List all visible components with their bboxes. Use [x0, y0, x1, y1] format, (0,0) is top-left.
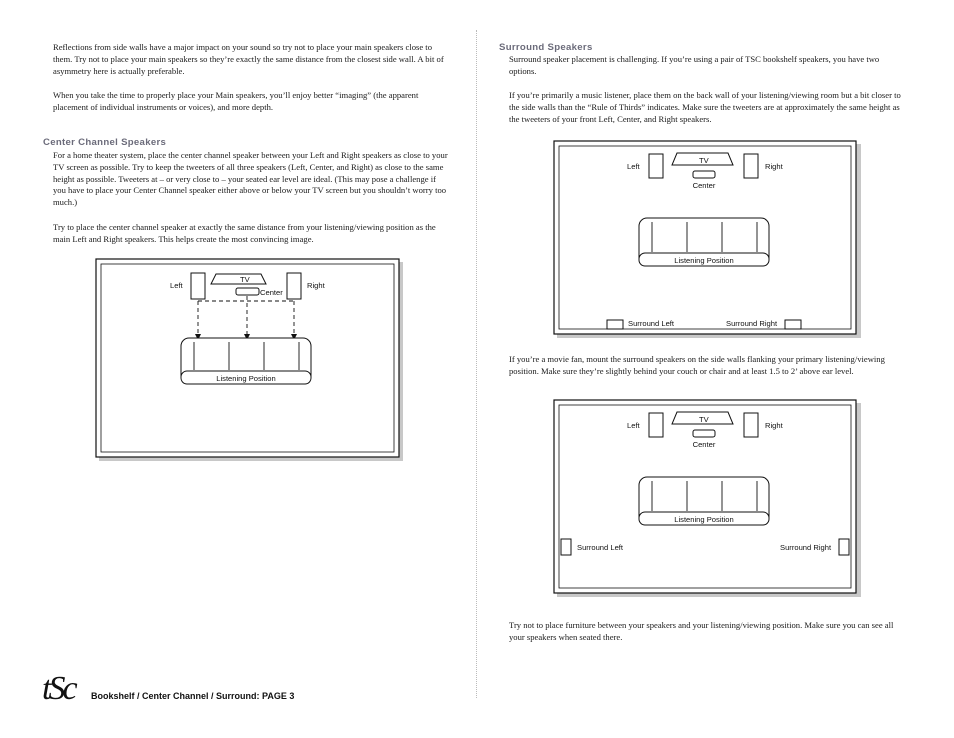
- left-paragraph-center-placement: For a home theater system, place the center channel speaker between your Left and Right speakers as close to your TV screen as possible. Try to keep the tweeters of all three speakers (Left, Center, and Right) as close to the same height as possible. Tweeters at – or very close to – your seated ear level are ideal. (This may pose a challenge if you have to place your Center Channel speaker either above or below your TV screen but you shouldn’t worry too much.): [53, 150, 448, 208]
- right-speaker: [287, 273, 301, 299]
- right-speaker-label: Right: [307, 281, 325, 290]
- center-speaker: [693, 430, 715, 437]
- right-paragraph-movie-fan: If you’re a movie fan, mount the surround speakers on the side walls flanking your primary listening/viewing position. Make sure they’re slightly behind your couch or chair and at least 1.5 to 2’ above ear level.: [509, 354, 885, 376]
- tv-label: TV: [699, 156, 709, 165]
- left-speaker-label: Left: [627, 421, 640, 430]
- left-speaker-label: Left: [170, 281, 183, 290]
- left-speaker: [649, 154, 663, 178]
- center-speaker: [236, 288, 259, 295]
- center-speaker-label: Center: [692, 440, 716, 449]
- center-speaker-label: Center: [692, 181, 716, 190]
- left-paragraph-center-distance: Try to place the center channel speaker at exactly the same distance from your listening/viewing position as the main Left and Right speakers. This helps create the most convincing image.: [53, 222, 436, 244]
- center-speaker: [693, 171, 715, 178]
- surround-back-wall-diagram: [553, 140, 861, 338]
- surround-right-label: Surround Right: [726, 319, 778, 328]
- surround-right-speaker: [839, 539, 849, 555]
- surround-heading: Surround Speakers: [499, 42, 593, 53]
- surround-left-speaker: [607, 320, 623, 329]
- right-paragraph-furniture: Try not to place furniture between your speakers and your listening/viewing position. Make sure you can see all your speakers when seated there.: [509, 620, 894, 642]
- left-paragraph-imaging: When you take the time to properly place your Main speakers, you’ll enjoy better “imaging” (the apparent placement of individual instruments or voices), and more depth.: [53, 90, 419, 112]
- listening-position-label: Listening Position: [674, 256, 734, 265]
- left-speaker: [191, 273, 205, 299]
- center-channel-diagram: [95, 258, 405, 463]
- left-paragraph-side-walls: Reflections from side walls have a major impact on your sound so try not to place your main speakers close to them. Try not to place your main speakers so they’re exactly the same distance from the closest side wall. A bit of asymmetry here is actually preferable.: [53, 42, 444, 76]
- surround-left-label: Surround Left: [628, 319, 675, 328]
- surround-right-label: Surround Right: [780, 543, 832, 552]
- right-paragraph-surround-intro: Surround speaker placement is challenging. If you’re using a pair of TSC bookshelf speakers, you have two options.: [509, 54, 880, 76]
- surround-right-speaker: [785, 320, 801, 329]
- right-paragraph-music-listener: If you’re primarily a music listener, place them on the back wall of your listening/viewing room but a bit closer to the side walls than the “Rule of Thirds” indicates. Make sure the tweeters are at approximately the same height as the tweeters of your front Left, Center, and Right speakers.: [509, 90, 901, 124]
- page-footer: Bookshelf / Center Channel / Surround: PAGE 3: [91, 691, 295, 701]
- tv: [211, 274, 266, 284]
- left-speaker-label: Left: [627, 162, 640, 171]
- surround-left-label: Surround Left: [577, 543, 624, 552]
- right-speaker-label: Right: [765, 162, 783, 171]
- right-speaker: [744, 413, 758, 437]
- listening-position-label: Listening Position: [674, 515, 734, 524]
- right-speaker-label: Right: [765, 421, 783, 430]
- surround-side-wall-diagram: [553, 399, 861, 597]
- column-divider: [476, 30, 477, 698]
- listening-position-label: Listening Position: [216, 374, 276, 383]
- center-channel-heading: Center Channel Speakers: [43, 137, 167, 148]
- left-speaker: [649, 413, 663, 437]
- tsc-logo: tSc: [42, 670, 75, 707]
- tv-label: TV: [699, 415, 709, 424]
- tv-label: TV: [240, 275, 250, 284]
- center-speaker-label: Center: [260, 288, 283, 297]
- surround-left-speaker: [561, 539, 571, 555]
- right-speaker: [744, 154, 758, 178]
